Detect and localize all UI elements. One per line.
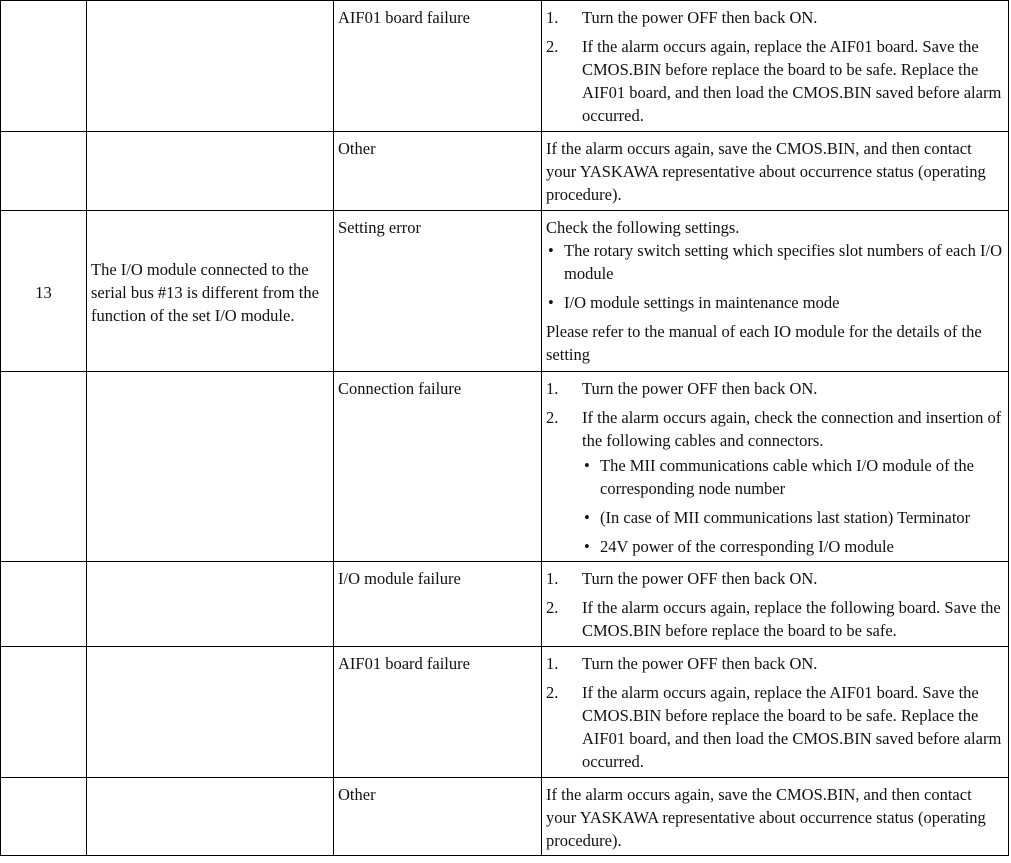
remedy-step <box>546 377 1004 400</box>
step-number: 2. <box>546 37 559 56</box>
remedy-step <box>546 652 1004 675</box>
remedy-step <box>546 596 1004 642</box>
alarm-number-cell <box>1 778 87 856</box>
step-number: 2. <box>546 683 559 702</box>
step-text: If the alarm occurs again, replace the AIF01 board. Save the CMOS.BIN before replace the board to be safe. Replace the AIF01 board, and then load the CMOS.BIN saved before alarm occurred. <box>582 683 1002 771</box>
alarm-meaning-cell <box>87 132 334 211</box>
remedy-cell <box>542 647 1009 778</box>
table-row <box>1 778 1009 856</box>
table-row <box>1 562 1009 647</box>
remedy-sub-bullet <box>546 535 1004 558</box>
bullet-icon: • <box>584 508 590 527</box>
step-text: If the alarm occurs again, check the connection and insertion of the following cables and connectors. <box>582 408 1002 450</box>
cause-cell: Setting error <box>334 211 542 372</box>
remedy-intro: Check the following settings. <box>546 218 740 237</box>
step-text: Turn the power OFF then back ON. <box>582 569 818 588</box>
bullet-text: The MII communications cable which I/O module of the corresponding node number <box>600 456 974 498</box>
alarm-meaning-cell <box>87 562 334 647</box>
step-number: 2. <box>546 408 559 427</box>
remedy-sub-bullet <box>546 506 1004 529</box>
remedy-outro: Please refer to the manual of each IO module for the details of the setting <box>546 322 982 364</box>
remedy-cell <box>542 778 1009 856</box>
cause-cell: AIF01 board failure <box>334 647 542 778</box>
remedy-cell <box>542 211 1009 372</box>
remedy-text: If the alarm occurs again, save the CMOS.BIN, and then contact your YASKAWA representative about occurrence status (operating procedure). <box>546 785 986 850</box>
alarm-meaning-cell <box>87 372 334 562</box>
step-text: If the alarm occurs again, replace the AIF01 board. Save the CMOS.BIN before replace the board to be safe. Replace the AIF01 board, and then load the CMOS.BIN saved before alarm occurred. <box>582 37 1002 125</box>
remedy-step <box>546 6 1004 29</box>
remedy-bullet <box>546 291 1004 314</box>
alarm-number-cell: 13 <box>1 211 87 372</box>
step-text: Turn the power OFF then back ON. <box>582 8 818 27</box>
remedy-step <box>546 406 1004 452</box>
remedy-cell <box>542 1 1009 132</box>
step-number: 2. <box>546 598 559 617</box>
cause-cell: Other <box>334 778 542 856</box>
remedy-step <box>546 681 1004 773</box>
table-row <box>1 647 1009 778</box>
remedy-step <box>546 567 1004 590</box>
remedy-cell <box>542 562 1009 647</box>
bullet-icon: • <box>584 456 590 475</box>
alarm-meaning-cell <box>87 778 334 856</box>
bullet-text: I/O module settings in maintenance mode <box>564 293 840 312</box>
bullet-icon: • <box>584 537 590 556</box>
bullet-text: 24V power of the corresponding I/O module <box>600 537 894 556</box>
table-row <box>1 372 1009 562</box>
alarm-number-cell <box>1 372 87 562</box>
alarm-number-cell <box>1 647 87 778</box>
remedy-step <box>546 35 1004 127</box>
step-number: 1. <box>546 379 559 398</box>
cause-cell: I/O module failure <box>334 562 542 647</box>
bullet-text: (In case of MII communications last station) Terminator <box>600 508 971 527</box>
alarm-number-cell <box>1 562 87 647</box>
alarm-meaning-cell <box>87 647 334 778</box>
bullet-text: The rotary switch setting which specifies slot numbers of each I/O module <box>564 241 1003 283</box>
table-row <box>1 211 1009 372</box>
step-number: 1. <box>546 569 559 588</box>
cause-cell: Other <box>334 132 542 211</box>
alarm-meaning-cell <box>87 1 334 132</box>
cause-cell: AIF01 board failure <box>334 1 542 132</box>
bullet-icon: • <box>548 241 554 260</box>
remedy-text: If the alarm occurs again, save the CMOS.BIN, and then contact your YASKAWA representative about occurrence status (operating procedure). <box>546 139 986 204</box>
bullet-icon: • <box>548 293 554 312</box>
remedy-cell <box>542 372 1009 562</box>
step-text: Turn the power OFF then back ON. <box>582 654 818 673</box>
step-text: If the alarm occurs again, replace the following board. Save the CMOS.BIN before replace the board to be safe. <box>582 598 1001 640</box>
remedy-sub-bullet <box>546 454 1004 500</box>
step-number: 1. <box>546 654 559 673</box>
alarm-meaning-cell: The I/O module connected to the serial bus #13 is different from the function of the set I/O module. <box>87 211 334 372</box>
table-row <box>1 1 1009 132</box>
cause-cell: Connection failure <box>334 372 542 562</box>
alarm-number-cell <box>1 132 87 211</box>
remedy-cell <box>542 132 1009 211</box>
step-number: 1. <box>546 8 559 27</box>
step-text: Turn the power OFF then back ON. <box>582 379 818 398</box>
remedy-bullet <box>546 239 1004 285</box>
alarm-number-cell <box>1 1 87 132</box>
table-row <box>1 132 1009 211</box>
